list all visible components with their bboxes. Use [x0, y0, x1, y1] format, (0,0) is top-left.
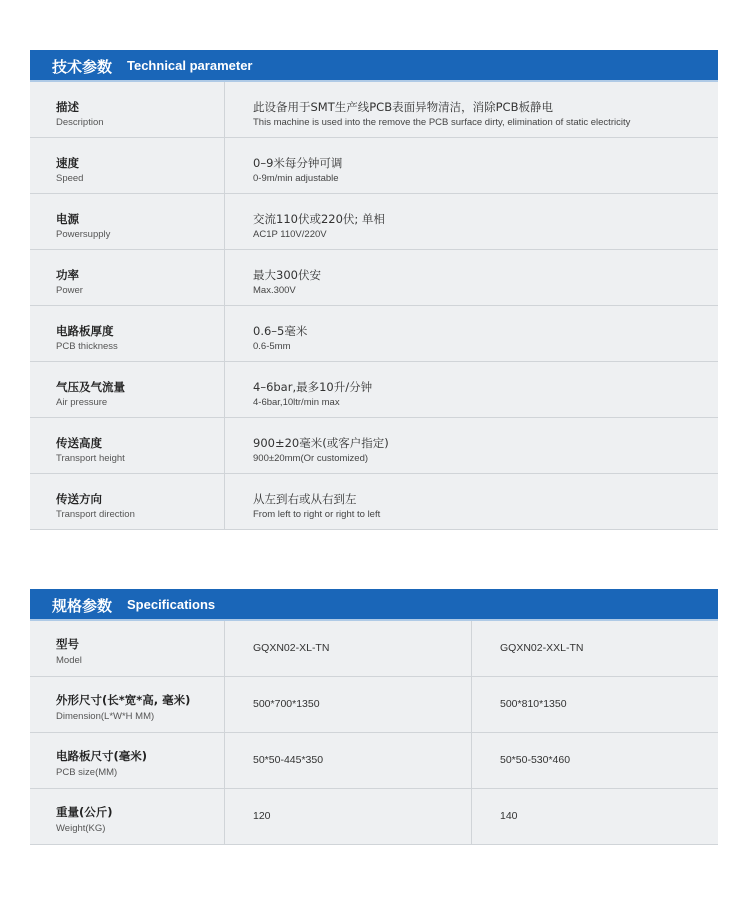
- value: 50*50-445*350: [253, 754, 324, 766]
- label-en: Description: [56, 117, 104, 128]
- row-label: [30, 362, 225, 417]
- value: 120: [253, 810, 271, 822]
- model-2-cell: [472, 733, 718, 788]
- row-value: [225, 194, 718, 249]
- table-row: [30, 474, 718, 530]
- row-value: [225, 474, 718, 529]
- value-en: 0.6-5mm: [253, 341, 291, 352]
- row-label: [30, 474, 225, 529]
- label-en: Air pressure: [56, 397, 108, 408]
- row-value: [225, 418, 718, 473]
- row-value: [225, 362, 718, 417]
- model-1-cell: [225, 677, 472, 732]
- table-row: [30, 789, 718, 845]
- value: 140: [500, 810, 518, 822]
- specifications-section: [30, 589, 718, 845]
- label-zh: 速度: [56, 156, 79, 170]
- row-value: [225, 250, 718, 305]
- row-label: [30, 789, 225, 844]
- value-en: AC1P 110V/220V: [253, 229, 327, 240]
- label-zh: 电路板厚度: [56, 324, 114, 338]
- label-zh: 外形尺寸(长*宽*高, 毫米): [56, 693, 191, 707]
- table-row: [30, 138, 718, 194]
- value-en: This machine is used into the remove the PCB surface dirty, elimination of static electricity: [253, 117, 631, 128]
- value: GQXN02-XXL-TN: [500, 642, 584, 654]
- row-value: [225, 82, 718, 137]
- value-en: From left to right or right to left: [253, 509, 381, 520]
- technical-title-en: Technical parameter: [127, 58, 253, 73]
- label-en: Powersupply: [56, 229, 111, 240]
- value-zh: 从左到右或从右到左: [253, 492, 357, 506]
- label-en: Dimension(L*W*H MM): [56, 711, 155, 722]
- row-label: [30, 82, 225, 137]
- table-row: [30, 250, 718, 306]
- value-zh: 0–9米每分钟可调: [253, 156, 343, 170]
- value-zh: 此设备用于SMT生产线PCB表面异物清洁，消除PCB板静电: [253, 100, 553, 114]
- value: 500*810*1350: [500, 698, 567, 710]
- label-en: Model: [56, 655, 82, 666]
- value-en: 0-9m/min adjustable: [253, 173, 339, 184]
- value-en: 900±20mm(Or customized): [253, 453, 369, 464]
- model-2-cell: [472, 789, 718, 844]
- table-row: [30, 82, 718, 138]
- value-en: Max.300V: [253, 285, 296, 296]
- table-row: [30, 418, 718, 474]
- model-1-cell: [225, 621, 472, 676]
- value: 500*700*1350: [253, 698, 320, 710]
- row-label: [30, 677, 225, 732]
- specifications-title-zh: 规格参数: [52, 597, 113, 615]
- table-row: [30, 677, 718, 733]
- row-label: [30, 138, 225, 193]
- label-en: Transport height: [56, 453, 125, 464]
- model-2-cell: [472, 677, 718, 732]
- row-value: [225, 306, 718, 361]
- table-row: [30, 306, 718, 362]
- specifications-header: [30, 589, 718, 619]
- label-zh: 电路板尺寸(毫米): [56, 749, 148, 763]
- table-row: [30, 194, 718, 250]
- label-en: Power: [56, 285, 83, 296]
- label-en: PCB size(MM): [56, 767, 118, 778]
- label-zh: 电源: [56, 212, 79, 226]
- table-row: [30, 733, 718, 789]
- label-zh: 传送方向: [56, 492, 102, 506]
- row-label: [30, 250, 225, 305]
- value-zh: 0.6–5毫米: [253, 324, 308, 338]
- label-en: Transport direction: [56, 509, 135, 520]
- label-zh: 重量(公斤): [56, 805, 113, 819]
- label-en: Speed: [56, 173, 84, 184]
- label-en: PCB thickness: [56, 341, 118, 352]
- row-label: [30, 621, 225, 676]
- label-en: Weight(KG): [56, 823, 106, 834]
- label-zh: 传送高度: [56, 436, 102, 450]
- technical-parameter-header: [30, 50, 718, 80]
- value-zh: 900±20毫米(或客户指定): [253, 436, 389, 450]
- row-label: [30, 194, 225, 249]
- row-value: [225, 138, 718, 193]
- value-zh: 交流110伏或220伏; 单相: [253, 212, 385, 226]
- label-zh: 描述: [56, 100, 79, 114]
- value: 50*50-530*460: [500, 754, 571, 766]
- value-zh: 4–6bar,最多10升/分钟: [253, 380, 373, 394]
- value-en: 4-6bar,10ltr/min max: [253, 397, 340, 408]
- model-1-cell: [225, 733, 472, 788]
- table-row: [30, 621, 718, 677]
- label-zh: 气压及气流量: [56, 380, 125, 394]
- row-label: [30, 306, 225, 361]
- specifications-title-en: Specifications: [127, 597, 216, 612]
- technical-title-zh: 技术参数: [52, 58, 113, 76]
- table-row: [30, 362, 718, 418]
- label-zh: 型号: [56, 637, 79, 651]
- row-label: [30, 733, 225, 788]
- row-label: [30, 418, 225, 473]
- value: GQXN02-XL-TN: [253, 642, 330, 654]
- label-zh: 功率: [56, 268, 79, 282]
- model-2-cell: [472, 621, 718, 676]
- value-zh: 最大300伏安: [253, 268, 321, 282]
- model-1-cell: [225, 789, 472, 844]
- technical-parameter-section: [30, 50, 718, 530]
